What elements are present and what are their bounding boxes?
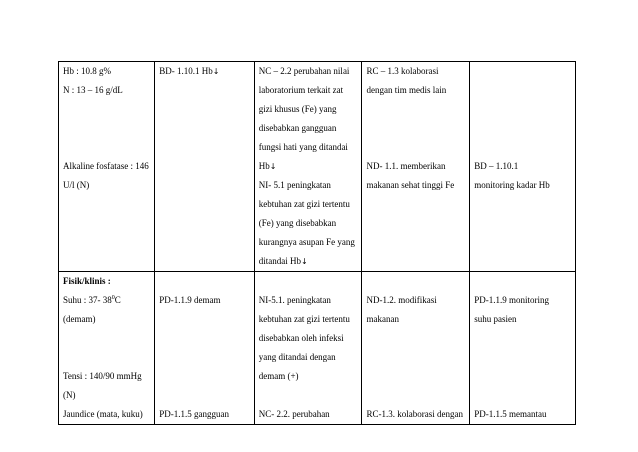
table-cell-assessment-clinical: [59, 272, 155, 425]
cell-line: Suhu : 37- $38^0C$: [63, 295, 121, 305]
cell-line: NI- 5.1 peningkatan: [258, 180, 331, 190]
cell-line: laboratorium terkait zat: [258, 85, 344, 95]
cell-line: Hb↓: [258, 161, 277, 171]
cell-line: PD-1.1.9 demam: [159, 295, 221, 305]
cell-line: Alkaline fosfatase : 146: [63, 161, 149, 171]
table-cell-assessment-lab: [59, 62, 155, 272]
table-cell-diagnosis-code: [155, 272, 254, 425]
cell-line: BD- 1.10.1 Hb↓: [159, 66, 220, 76]
section-header: Fisik/klinis :: [63, 276, 111, 286]
cell-line: (Fe) yang disebabkan: [258, 218, 337, 228]
cell-line: kurangnya asupan Fe yang: [258, 237, 355, 247]
cell-line: N : 13 – 16 g/dL: [63, 85, 123, 95]
cell-line: U/l (N): [63, 180, 90, 190]
table-row: [59, 272, 576, 425]
cell-line: RC-1.3. kolaborasi dengan: [366, 409, 463, 419]
down-arrow-icon: ↓: [300, 257, 308, 266]
down-arrow-icon: ↓: [212, 67, 220, 76]
down-arrow-icon: ↓: [269, 162, 277, 171]
table-cell-monitoring: [470, 272, 576, 425]
cell-line: dengan tim medis lain: [366, 85, 447, 95]
cell-line: PD-1.1.5 memantau: [474, 409, 547, 419]
cell-line: fungsi hati yang ditandai: [258, 142, 348, 152]
table-cell-diagnosis-statement: [254, 62, 362, 272]
cell-line: ditandai Hb↓: [258, 256, 308, 266]
cell-line: NC – 2.2 perubahan nilai: [258, 66, 350, 76]
cell-line: monitoring kadar Hb: [474, 180, 550, 190]
table-cell-diagnosis-statement: [254, 272, 362, 425]
cell-line: disebabkan oleh infeksi: [258, 333, 344, 343]
cell-line: Tensi : 140/90 mmHg: [63, 371, 142, 381]
cell-line: ND-1.2. modifikasi: [366, 295, 437, 305]
cell-line: disebabkan gangguan: [258, 123, 337, 133]
cell-line: ND- 1.1. memberikan: [366, 161, 446, 171]
cell-line: Jaundice (mata, kuku): [63, 409, 143, 419]
cell-line: (demam): [63, 314, 96, 324]
cell-line: PD-1.1.5 gangguan: [159, 409, 230, 419]
cell-line: kebtuhan zat gizi tertentu: [258, 314, 350, 324]
cell-line: demam (+): [258, 371, 299, 381]
cell-line: Hb : 10.8 g%: [63, 66, 111, 76]
nutrition-care-table: [58, 61, 576, 425]
table-cell-intervention: [362, 272, 470, 425]
table-cell-diagnosis-code: [155, 62, 254, 272]
table-cell-intervention: [362, 62, 470, 272]
cell-line: NC- 2.2. perubahan: [258, 409, 330, 419]
table-cell-monitoring: [470, 62, 576, 272]
table-row: [59, 62, 576, 272]
cell-line: suhu pasien: [474, 314, 517, 324]
cell-line: gizi khusus (Fe) yang: [258, 104, 337, 114]
cell-line: PD-1.1.9 monitoring: [474, 295, 550, 305]
cell-line: BD – 1.10.1: [474, 161, 519, 171]
cell-line: makanan: [366, 314, 399, 324]
cell-line: kebtuhan zat gizi tertentu: [258, 199, 350, 209]
cell-line: (N): [63, 390, 76, 400]
cell-line: makanan sehat tinggi Fe: [366, 180, 455, 190]
cell-line: RC – 1.3 kolaborasi: [366, 66, 439, 76]
cell-line: yang ditandai dengan: [258, 352, 336, 362]
cell-line: NI-5.1. peningkatan: [258, 295, 331, 305]
